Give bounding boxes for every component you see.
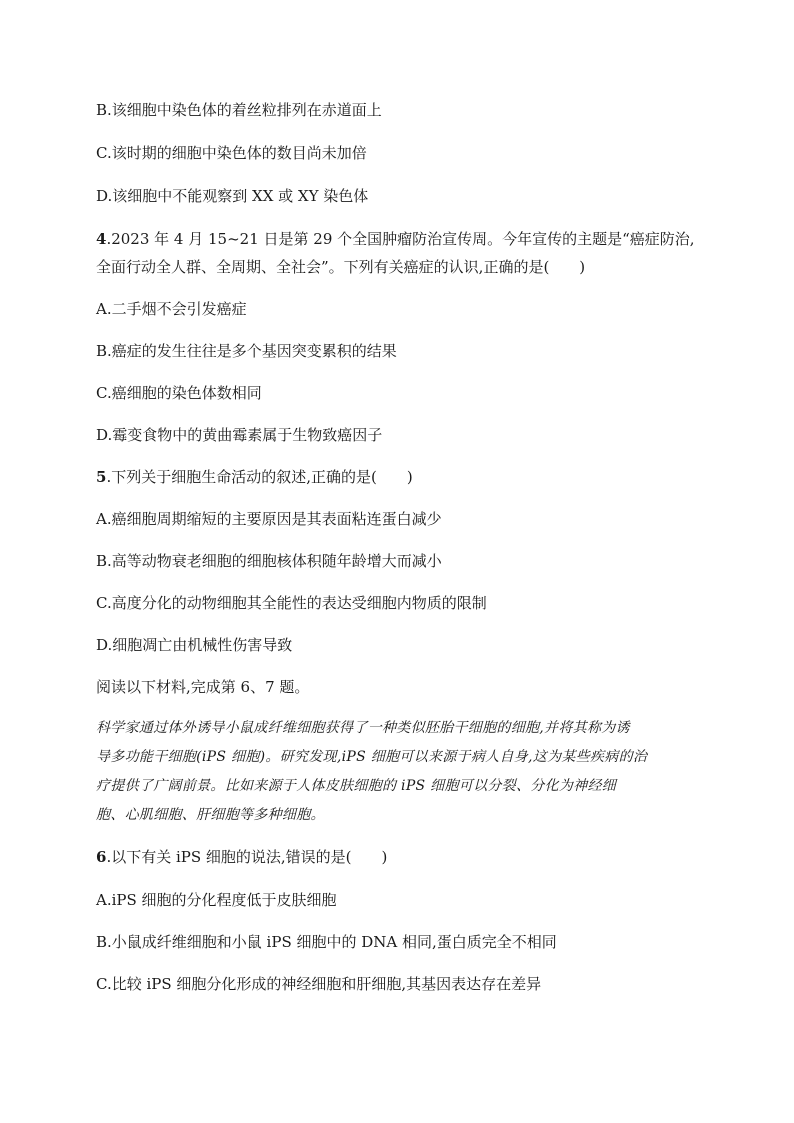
q6-option-b: B.小鼠成纤维细胞和小鼠 iPS 细胞中的 DNA 相同,蛋白质完全不相同 [96,933,557,951]
material-line-4: 胞、心肌细胞、肝细胞等多种细胞。 [96,807,325,823]
q5-stem [96,467,413,487]
material-passage [96,714,706,830]
q6-number: 6 [96,848,107,866]
q4-number: 4 [96,230,107,248]
q4-stem-text-1: .2023 年 4 月 15~21 日是第 29 个全国肿瘤防治宣传周。今年宣传的主题是“癌症防治, [106,230,695,248]
material-intro: 阅读以下材料,完成第 6、7 题。 [96,678,310,696]
q5-number: 5 [96,468,107,486]
q3-option-b: B.该细胞中染色体的着丝粒排列在赤道面上 [96,101,382,119]
material-line-1: 科学家通过体外诱导小鼠成纤维细胞获得了一种类似胚胎干细胞的细胞,并将其称为诱 [96,720,630,736]
material-line-3: 疗提供了广阔前景。比如来源于人体皮肤细胞的 iPS 细胞可以分裂、分化为神经细 [96,778,617,794]
q4-stem-line-1 [96,229,695,249]
q3-option-c: C.该时期的细胞中染色体的数目尚未加倍 [96,144,367,162]
q4-option-b: B.癌症的发生往往是多个基因突变累积的结果 [96,342,397,360]
q5-option-c: C.高度分化的动物细胞其全能性的表达受细胞内物质的限制 [96,594,487,612]
q5-option-b: B.高等动物衰老细胞的细胞核体积随年龄增大而减小 [96,552,442,570]
q6-option-a: A.iPS 细胞的分化程度低于皮肤细胞 [96,891,337,909]
q4-stem-line-2: 全面行动全人群、全周期、全社会”。下列有关癌症的认识,正确的是( ) [96,258,586,276]
q6-option-c: C.比较 iPS 细胞分化形成的神经细胞和肝细胞,其基因表达存在差异 [96,975,542,993]
q4-option-a: A.二手烟不会引发癌症 [96,300,247,318]
q5-option-d: D.细胞凋亡由机械性伤害导致 [96,636,293,654]
q4-option-d: D.霉变食物中的黄曲霉素属于生物致癌因子 [96,426,383,444]
q4-option-c: C.癌细胞的染色体数相同 [96,384,262,402]
material-line-2: 导多功能干细胞(iPS 细胞)。研究发现,iPS 细胞可以来源于病人自身,这为某些疾病的治 [96,749,648,765]
q3-option-d: D.该细胞中不能观察到 XX 或 XY 染色体 [96,187,369,205]
q5-stem-text: .下列关于细胞生命活动的叙述,正确的是( ) [106,468,413,486]
q6-stem-text: .以下有关 iPS 细胞的说法,错误的是( ) [106,848,388,866]
q5-option-a: A.癌细胞周期缩短的主要原因是其表面粘连蛋白减少 [96,510,442,528]
q6-stem [96,847,387,867]
